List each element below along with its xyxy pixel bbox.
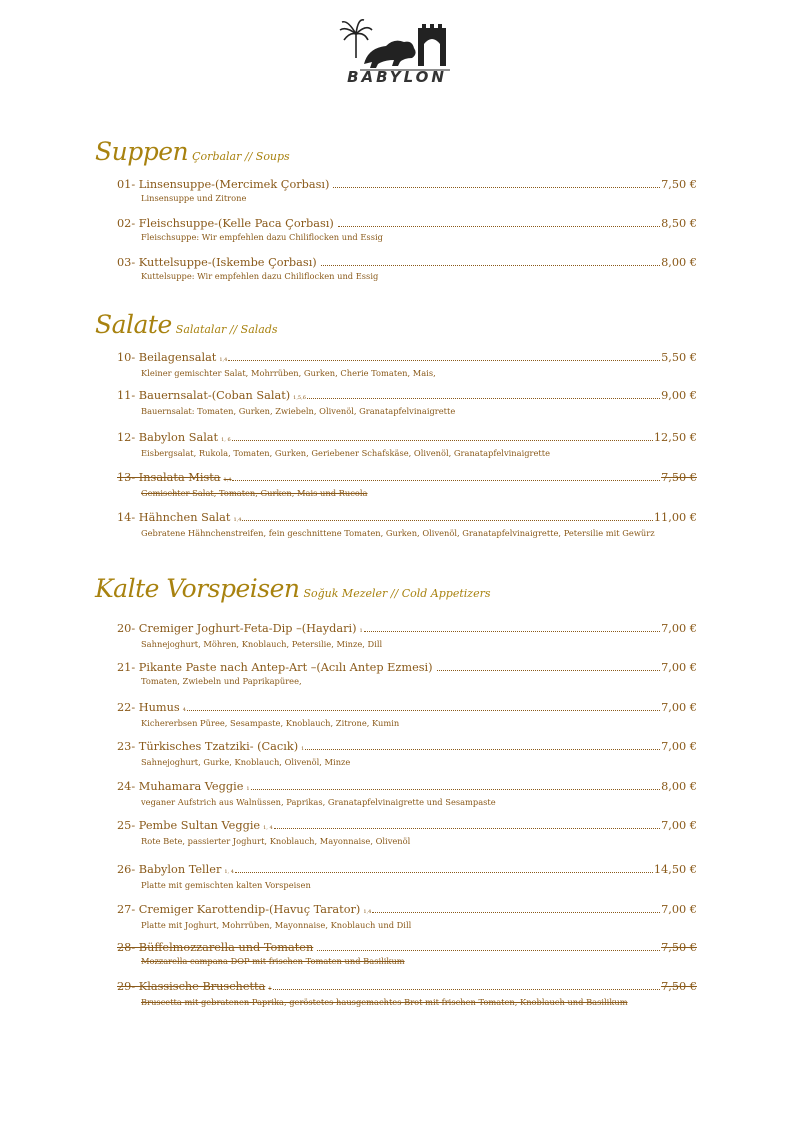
item-description: Kuttelsuppe: Wir empfehlen dazu Chiliflocken und Essig — [141, 271, 379, 281]
item-description: Gebratene Hähnchenstreifen, fein geschnittene Tomaten, Gurken, Olivenöl, Granatapfelvinaigrette, Petersilie mit Gewürz — [141, 528, 655, 538]
item-name: 22- Humus — [117, 701, 180, 714]
item-allergens: 1, 4 — [224, 869, 234, 875]
menu-item — [117, 431, 697, 458]
menu-item-unavailable — [117, 471, 697, 498]
item-price: 5,50 € — [661, 351, 697, 364]
item-name: 25- Pembe Sultan Veggie — [117, 819, 261, 832]
item-allergens: 1,4 — [223, 477, 232, 483]
item-description: Kichererbsen Püree, Sesampaste, Knoblauch, Zitrone, Kumin — [141, 718, 400, 728]
menu-item — [117, 780, 697, 807]
menu-item — [117, 256, 697, 281]
item-price: 7,50 € — [661, 471, 697, 484]
dot-leader — [372, 911, 660, 913]
item-description: Tomaten, Zwiebeln und Paprikapüree, — [141, 676, 302, 686]
dot-leader — [305, 748, 660, 750]
item-name: 14- Hähnchen Salat — [117, 511, 231, 524]
section-suppen — [95, 137, 715, 166]
logo-emblem-icon — [334, 14, 460, 74]
item-name: 24- Muhamara Veggie — [117, 780, 244, 793]
menu-item — [117, 511, 697, 538]
section-title: Suppen Çorbalar // Soups — [95, 137, 290, 166]
item-description: Fleischsuppe: Wir empfehlen dazu Chiliflocken und Essig — [141, 232, 383, 242]
item-description: Bauernsalat: Tomaten, Gurken, Zwiebeln, Olivenöl, Granatapfelvinaigrette — [141, 406, 456, 416]
item-allergens: 1 — [359, 628, 363, 634]
item-name: 01- Linsensuppe-(Mercimek Çorbası) — [117, 178, 330, 191]
item-name: 20- Cremiger Joghurt-Feta-Dip –(Haydari) — [117, 622, 357, 635]
item-description: Linsensuppe und Zitrone — [141, 193, 247, 203]
item-description: Mozzarella campana DOP mit frischen Tomaten und Basilikum — [141, 956, 405, 966]
item-description: Sahnejoghurt, Gurke, Knoblauch, Olivenöl, Minze — [141, 757, 351, 767]
menu-item — [117, 819, 697, 846]
item-description: Rote Bete, passierter Joghurt, Knoblauch, Mayonnaise, Olivenöl — [141, 836, 411, 846]
menu-item — [117, 178, 697, 203]
menu-item-unavailable — [117, 941, 697, 966]
section-kalte-vorspeisen — [95, 574, 715, 603]
item-allergens: 1,4 — [233, 517, 242, 523]
item-price: 7,00 € — [661, 819, 697, 832]
dot-leader — [232, 479, 660, 481]
item-allergens: 1 — [246, 786, 250, 792]
item-price: 7,00 € — [661, 661, 697, 674]
item-price: 7,00 € — [661, 740, 697, 753]
section-subtitle: Soğuk Mezeler // Cold Appetizers — [303, 587, 491, 600]
item-allergens: 1,4 — [219, 357, 228, 363]
item-name: 23- Türkisches Tzatziki- (Cacık) — [117, 740, 299, 753]
item-price: 12,50 € — [653, 431, 697, 444]
item-allergens: 1, 4 — [263, 825, 273, 831]
section-title: Kalte Vorspeisen Soğuk Mezeler // Cold Appetizers — [95, 574, 491, 603]
dot-leader — [251, 788, 660, 790]
dot-leader — [338, 225, 660, 227]
item-description: veganer Aufstrich aus Walnüssen, Paprikas, Granatapfelvinaigrette und Sesampaste — [141, 797, 496, 807]
menu-item — [117, 351, 697, 378]
item-description: Gemischter Salat, Tomaten, Gurken, Mais und Rucola — [141, 488, 368, 498]
menu-item-unavailable — [117, 980, 697, 1007]
dot-leader — [235, 871, 653, 873]
item-price: 8,00 € — [661, 780, 697, 793]
dot-leader — [187, 709, 660, 711]
item-name: 27- Cremiger Karottendip-(Havuç Tarator) — [117, 903, 361, 916]
dot-leader — [242, 519, 652, 521]
section-title: Salate Salatalar // Salads — [95, 310, 278, 339]
menu-item — [117, 622, 697, 649]
item-allergens: 1, 6 — [221, 437, 231, 443]
item-price: 8,50 € — [661, 217, 697, 230]
item-allergens: 1 — [268, 986, 272, 992]
item-description: Bruscetta mit gebratenen Paprika, geröstetes hausgemachtes Brot mit frischen Tomaten, Knoblauch und Basilikum — [141, 997, 628, 1007]
dot-leader — [228, 359, 660, 361]
item-price: 14,50 € — [653, 863, 697, 876]
item-description: Platte mit gemischten kalten Vorspeisen — [141, 880, 311, 890]
dot-leader — [321, 264, 660, 266]
item-name: 12- Babylon Salat — [117, 431, 219, 444]
item-name: 21- Pikante Paste nach Antep-Art –(Acılı Antep Ezmesi) — [117, 661, 433, 674]
section-subtitle: Salatalar // Salads — [175, 323, 278, 336]
item-name: 10- Beilagensalat — [117, 351, 217, 364]
dot-leader — [273, 988, 661, 990]
item-name: 11- Bauernsalat-(Coban Salat) — [117, 389, 291, 402]
menu-item — [117, 217, 697, 242]
item-allergens: 1 — [301, 746, 305, 752]
logo-text: BABYLON — [347, 68, 447, 86]
item-price: 11,00 € — [653, 511, 697, 524]
menu-item — [117, 863, 697, 890]
item-allergens: 4 — [182, 707, 186, 713]
item-allergens: 1,5,6 — [293, 395, 306, 401]
item-allergens: 1,4 — [363, 909, 372, 915]
dot-leader — [333, 186, 660, 188]
dot-leader — [232, 439, 653, 441]
item-price: 7,00 € — [661, 701, 697, 714]
item-description: Kleiner gemischter Salat, Mohrrüben, Gurken, Cherie Tomaten, Mais, — [141, 368, 436, 378]
menu-item — [117, 903, 697, 930]
item-description: Sahnejoghurt, Möhren, Knoblauch, Petersilie, Minze, Dill — [141, 639, 383, 649]
item-description: Platte mit Joghurt, Mohrrüben, Mayonnaise, Knoblauch und Dill — [141, 920, 412, 930]
item-name: 13- Insalata Mista — [117, 471, 221, 484]
item-name: 03- Kuttelsuppe-(Iskembe Çorbası) — [117, 256, 317, 269]
item-price: 8,00 € — [661, 256, 697, 269]
item-price: 9,00 € — [661, 389, 697, 402]
item-price: 7,50 € — [661, 941, 697, 954]
menu-item — [117, 740, 697, 767]
item-price: 7,00 € — [661, 622, 697, 635]
dot-leader — [437, 669, 660, 671]
menu-item — [117, 661, 697, 686]
dot-leader — [317, 949, 660, 951]
item-price: 7,50 € — [661, 178, 697, 191]
dot-leader — [307, 397, 660, 399]
section-salate — [95, 310, 715, 339]
item-name: 26- Babylon Teller — [117, 863, 222, 876]
item-description: Eisbergsalat, Rukola, Tomaten, Gurken, Geriebener Schafskäse, Olivenöl, Granatapfelvinaigrette — [141, 448, 551, 458]
dot-leader — [274, 827, 660, 829]
dot-leader — [364, 630, 660, 632]
menu-item — [117, 389, 697, 416]
section-subtitle: Çorbalar // Soups — [192, 150, 290, 163]
babylon-logo — [334, 14, 460, 86]
item-price: 7,00 € — [661, 903, 697, 916]
menu-item — [117, 701, 697, 728]
item-name: 29- Klassische Bruschetta — [117, 980, 266, 993]
item-name: 28- Büffelmozzarella und Tomaten — [117, 941, 314, 954]
item-price: 7,50 € — [661, 980, 697, 993]
item-name: 02- Fleischsuppe-(Kelle Paca Çorbası) — [117, 217, 334, 230]
